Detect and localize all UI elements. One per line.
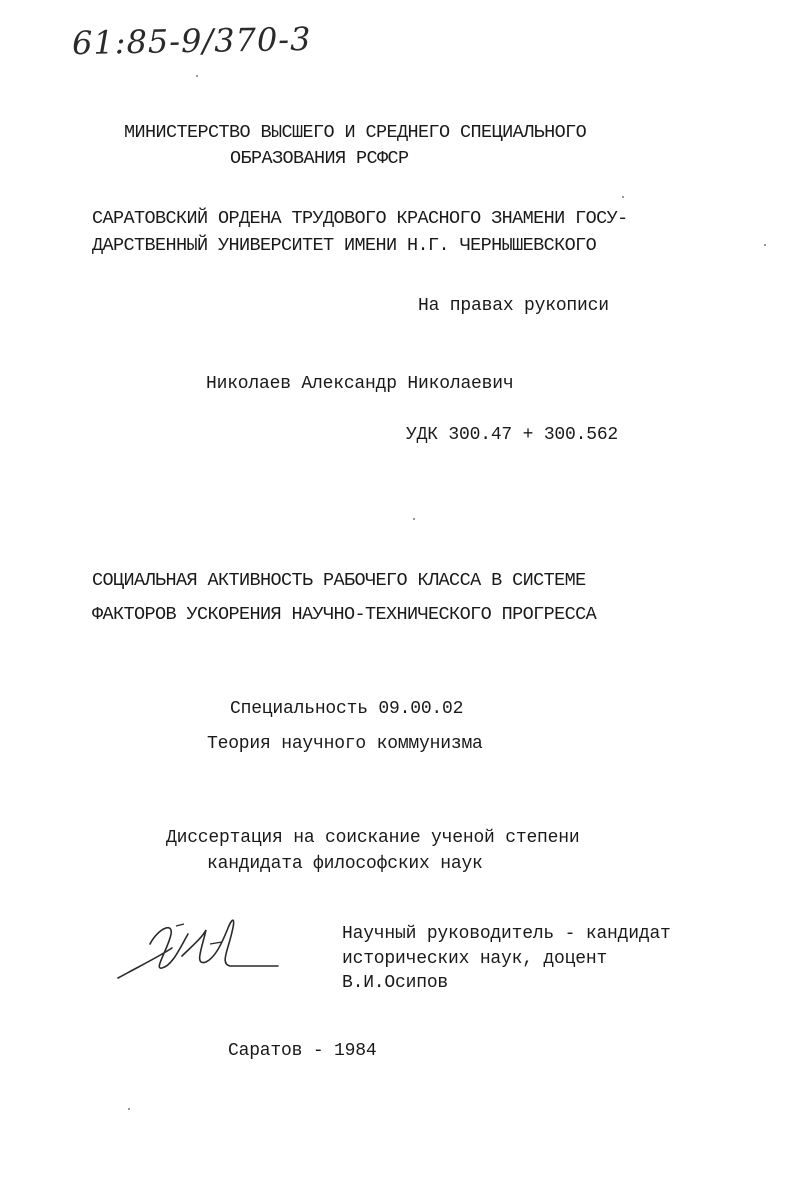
scan-speck [413,518,415,520]
dissertation-line-2: кандидата философских наук [207,854,483,874]
scan-speck [196,75,198,77]
handwritten-signature-icon [110,908,290,988]
udc-code: УДК 300.47 + 300.562 [406,425,619,445]
archive-code-handwritten: 61:85-9/370-3 [71,19,312,63]
scan-speck [764,244,766,246]
specialty-code: Специальность 09.00.02 [230,699,464,719]
ministry-line-1: МИНИСТЕРСТВО ВЫСШЕГО И СРЕДНЕГО СПЕЦИАЛЬНОГО [124,122,587,143]
supervisor-line-2: исторических наук, доцент [342,949,608,969]
scan-speck [128,1108,130,1110]
ministry-line-2: ОБРАЗОВАНИЯ РСФСР [230,148,409,169]
author-name: Николаев Александр Николаевич [206,374,514,394]
dissertation-line-1: Диссертация на соискание ученой степени [166,828,580,848]
university-line-1: САРАТОВСКИЙ ОРДЕНА ТРУДОВОГО КРАСНОГО ЗНАМЕНИ ГОСУ- [92,208,628,229]
manuscript-rights-note: На правах рукописи [418,296,609,316]
university-line-2: ДАРСТВЕННЫЙ УНИВЕРСИТЕТ ИМЕНИ Н.Г. ЧЕРНЫШЕВСКОГО [92,235,597,256]
city-year: Саратов - 1984 [228,1041,377,1061]
supervisor-name: В.И.Осипов [342,973,449,993]
specialty-name: Теория научного коммунизма [207,734,483,754]
title-line-2: ФАКТОРОВ УСКОРЕНИЯ НАУЧНО-ТЕХНИЧЕСКОГО ПРОГРЕССА [92,604,597,625]
supervisor-line-1: Научный руководитель - кандидат [342,924,671,944]
title-line-1: СОЦИАЛЬНАЯ АКТИВНОСТЬ РАБОЧЕГО КЛАССА В СИСТЕМЕ [92,570,586,591]
scan-speck [622,196,624,198]
